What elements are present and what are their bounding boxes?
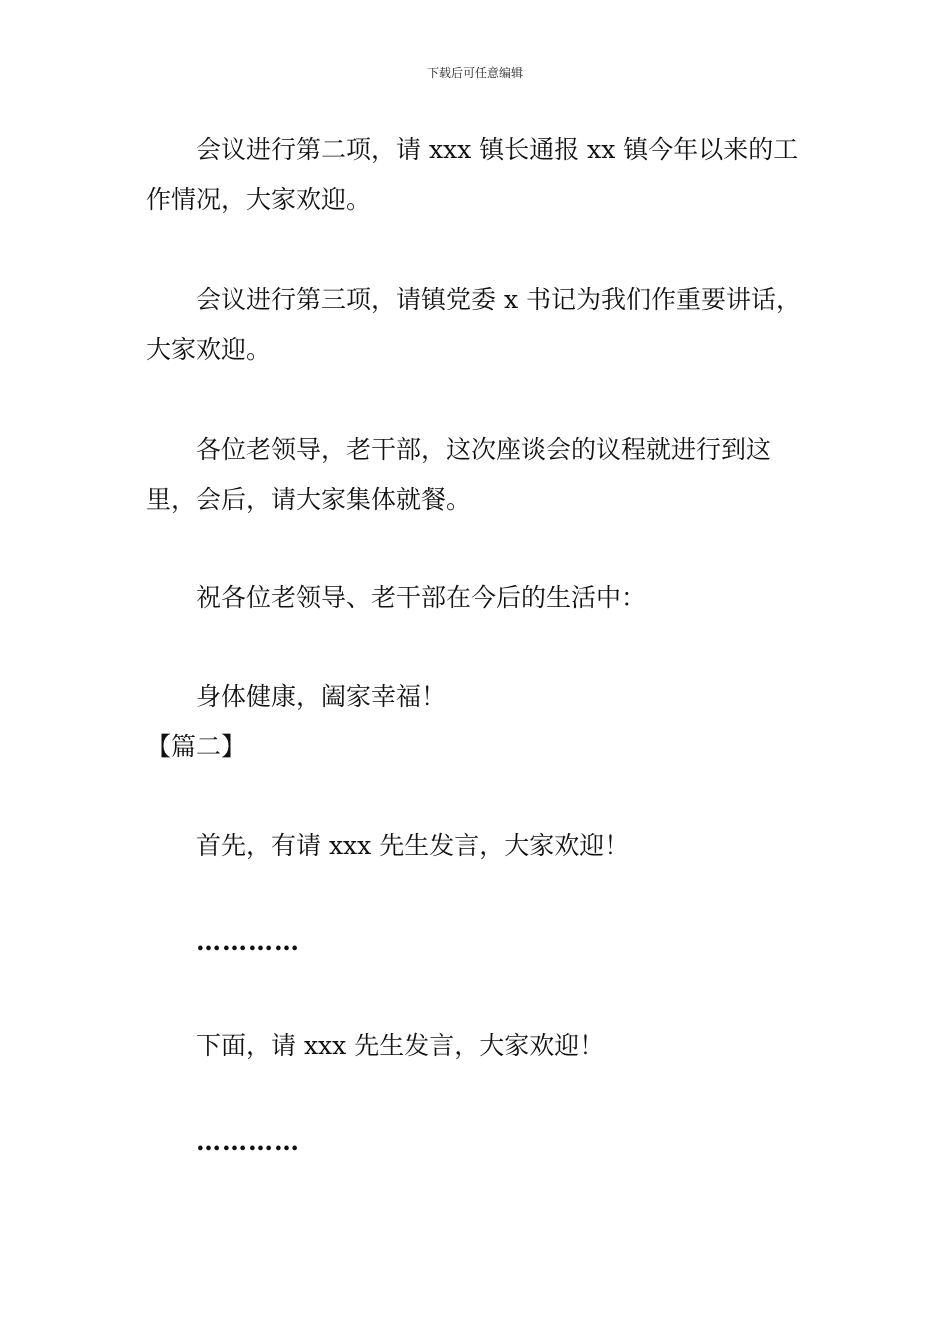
- paragraph-closing-remarks: 各位老领导，老干部，这次座谈会的议程就进行到这里，会后，请大家集体就餐。: [146, 435, 772, 514]
- ellipsis-separator-1: …………: [196, 927, 300, 956]
- page-header: 下载后可任意编辑: [426, 66, 523, 80]
- paragraph-agenda-item-2: 会议进行第二项，请 xxx 镇长通报 xx 镇今年以来的工作情况，大家欢迎。: [146, 135, 799, 214]
- paragraph-blessing: 身体健康，阖家幸福！: [196, 682, 447, 711]
- ellipsis-separator-2: …………: [196, 1127, 300, 1156]
- paragraph-blessing-intro: 祝各位老领导、老干部在今后的生活中：: [196, 583, 647, 612]
- section-heading-part-two: 【篇二】: [146, 732, 247, 761]
- paragraph-agenda-item-3: 会议进行第三项，请镇党委 x 书记为我们作重要讲话，大家欢迎。: [146, 285, 801, 364]
- paragraph-next-speaker: 下面，请 xxx 先生发言，大家欢迎！: [196, 1031, 605, 1060]
- paragraph-first-speaker: 首先，有请 xxx 先生发言，大家欢迎！: [196, 831, 630, 860]
